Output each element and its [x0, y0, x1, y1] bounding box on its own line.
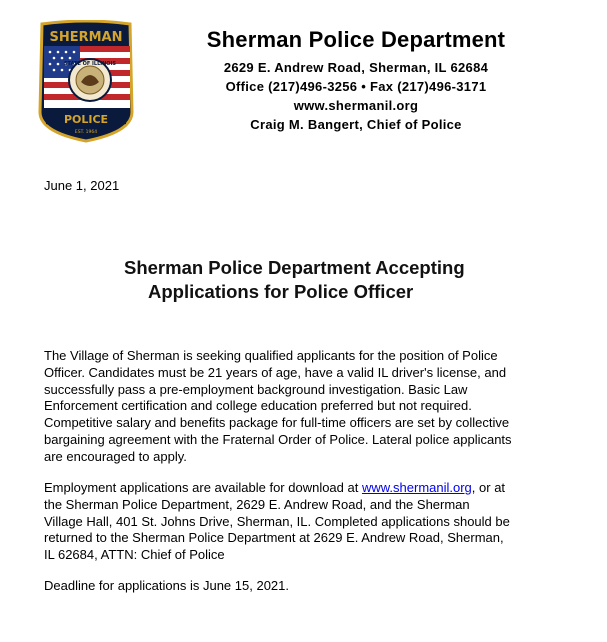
police-patch-logo [36, 20, 136, 144]
text-line: successfully pass a pre-employment background investigation. Basic Law [44, 381, 468, 397]
address-line: 2629 E. Andrew Road, Sherman, IL 62684 [223, 60, 489, 75]
text-line: The Village of Sherman is seeking qualified applicants for the position of Police [44, 348, 498, 363]
text-line: the Sherman Police Department, 2629 E. Andrew Road, and the Sherman [44, 496, 470, 512]
letter-date: June 1, 2021 [44, 178, 120, 193]
text-line: Enforcement certification and college education preferred but not required. [44, 398, 472, 414]
chief-line: Craig M. Bangert, Chief of Police [250, 117, 462, 132]
text-line: IL 62684, ATTN: Chief of Police [44, 547, 225, 563]
phone-fax-line: Office (217)496-3256 • Fax (217)496-3171 [225, 79, 487, 94]
patch-bottom-text: POLICE [63, 113, 109, 126]
letterhead [160, 26, 552, 134]
website-line: www.shermanil.org [293, 98, 419, 113]
text-line: Officer. Candidates must be 21 years of age, have a valid IL driver's license, and [44, 364, 507, 380]
text-fragment: Employment applications are available for download at [44, 480, 362, 495]
text-line: bargaining agreement with the Fraternal Order of Police. Lateral police applicants [44, 431, 512, 447]
patch-est-text: EST. 1964 [74, 130, 98, 135]
text-line: are encouraged to apply. [44, 448, 187, 464]
headline-line-1: Sherman Police Department Accepting [124, 257, 465, 278]
text-line: returned to the Sherman Police Department at 2629 E. Andrew Road, Sherman, [44, 530, 504, 546]
text-line: Village Hall, 401 St. Johns Drive, Sherman, IL. Completed applications should be [44, 513, 510, 529]
deadline-text: Deadline for applications is June 15, 2021. [44, 578, 289, 593]
text-line [44, 480, 564, 497]
paragraph-requirements [44, 348, 564, 466]
headline-line-2: Applications for Police Officer [148, 281, 414, 302]
department-title: Sherman Police Department [206, 27, 506, 52]
headline [0, 256, 607, 304]
text-line: Competitive salary and benefits package for full-time officers are set by collective [44, 415, 510, 431]
website-link[interactable]: www.shermanil.org [361, 480, 472, 495]
patch-top-text: SHERMAN [49, 30, 123, 45]
seal-text: STATE OF ILLINOIS [63, 61, 117, 67]
paragraph-applications [44, 480, 564, 564]
text-fragment: , or at [471, 480, 506, 495]
